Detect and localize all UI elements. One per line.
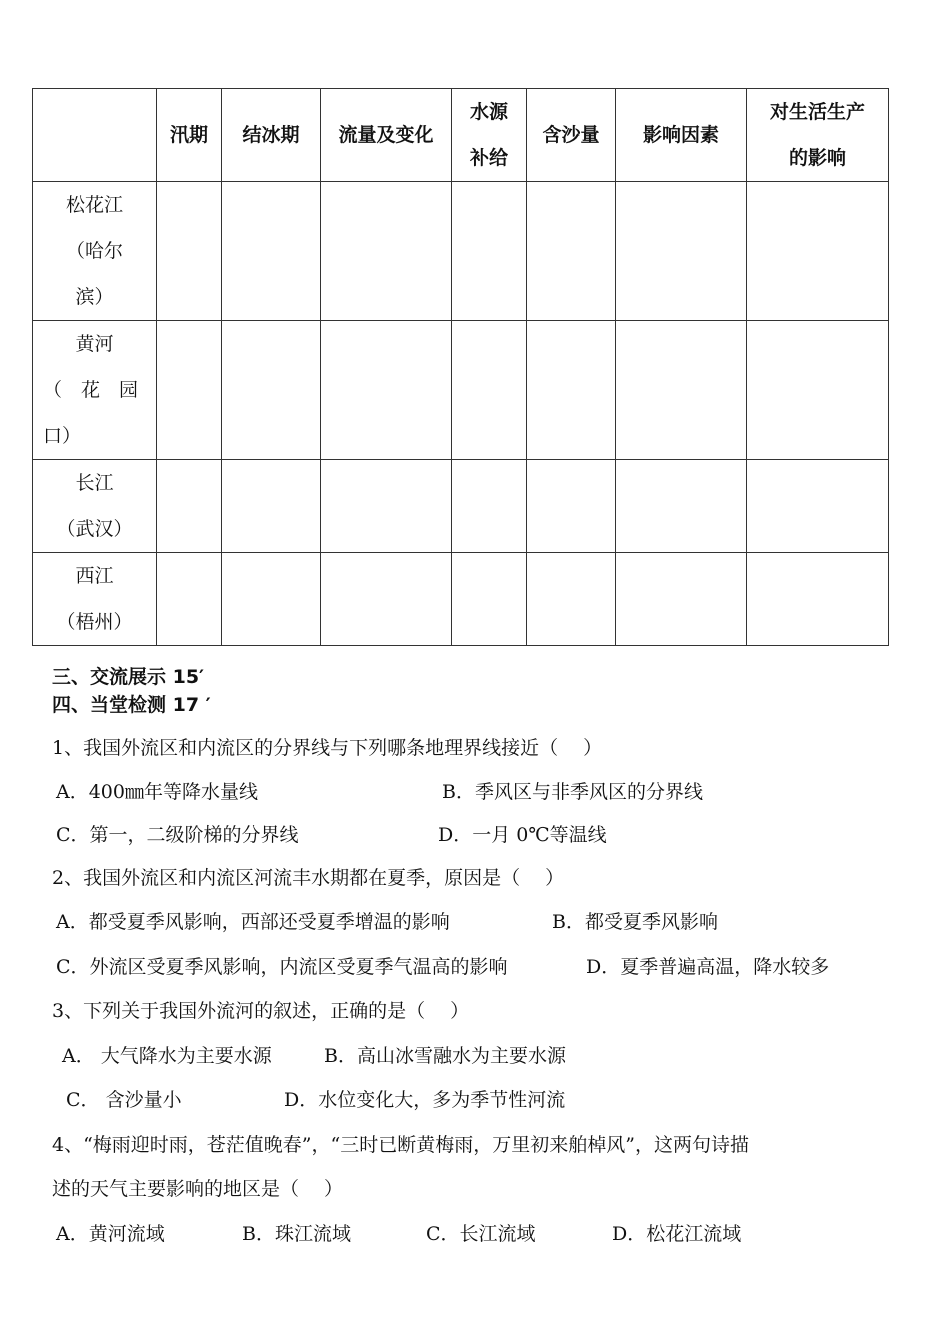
blank-cell[interactable] (616, 553, 747, 646)
header-text-line: 补给 (469, 147, 508, 169)
question-3-option-a: A． 大气降水为主要水源 (62, 1045, 272, 1067)
table-row (33, 182, 889, 321)
blank-cell[interactable] (157, 321, 222, 460)
blank-cell[interactable] (527, 460, 616, 553)
question-2-option-d: D．夏季普遍高温，降水较多 (586, 956, 830, 978)
table-header-row (33, 89, 889, 182)
blank-cell[interactable] (157, 460, 222, 553)
header-cell: 流量及变化 (321, 89, 452, 182)
blank-cell[interactable] (222, 553, 321, 646)
header-text-line: 水源 (469, 101, 508, 123)
blank-cell[interactable] (222, 321, 321, 460)
blank-cell[interactable] (452, 321, 527, 460)
blank-cell[interactable] (452, 460, 527, 553)
blank-cell[interactable] (747, 553, 889, 646)
question-2-option-b: B．都受夏季风影响 (552, 911, 718, 933)
river-comparison-table (32, 88, 889, 646)
blank-cell[interactable] (452, 553, 527, 646)
question-3-option-c: C． 含沙量小 (66, 1089, 182, 1111)
blank-cell[interactable] (616, 321, 747, 460)
blank-cell[interactable] (616, 460, 747, 553)
blank-cell[interactable] (747, 321, 889, 460)
header-cell-empty (33, 89, 157, 182)
question-3-option-d: D．水位变化大，多为季节性河流 (284, 1089, 566, 1111)
question-2-option-a: A．都受夏季风影响，西部还受夏季增温的影响 (56, 911, 450, 933)
question-3: 3、下列关于我国外流河的叙述，正确的是（ ） (52, 1000, 470, 1022)
question-4-option-b: B．珠江流域 (242, 1223, 351, 1245)
header-cell: 含沙量 (527, 89, 616, 182)
section-heading-exchange: 三、交流展示 15′ (52, 666, 205, 688)
blank-cell[interactable] (527, 321, 616, 460)
blank-cell[interactable] (616, 182, 747, 321)
blank-cell[interactable] (321, 460, 452, 553)
blank-cell[interactable] (747, 182, 889, 321)
header-impact (747, 89, 888, 181)
blank-cell[interactable] (321, 553, 452, 646)
row-label-xijiang: 西江 （梧州） (33, 553, 157, 646)
header-cell: 影响因素 (616, 89, 747, 182)
question-1-option-c: C．第一，二级阶梯的分界线 (56, 824, 299, 846)
header-cell: 结冰期 (222, 89, 321, 182)
question-3-option-b: B．高山冰雪融水为主要水源 (324, 1045, 566, 1067)
header-cell (747, 89, 889, 182)
table-row (33, 553, 889, 646)
row-label-huanghe: 黄河 （ 花 园 口） (33, 321, 157, 460)
blank-cell[interactable] (321, 182, 452, 321)
header-text-line: 对生活生产 (769, 101, 865, 123)
question-1-option-d: D．一月 0℃等温线 (438, 824, 607, 846)
header-text-line: 的影响 (788, 147, 846, 169)
question-4-option-d: D．松花江流域 (612, 1223, 742, 1245)
question-4-option-a: A．黄河流域 (56, 1223, 165, 1245)
header-cell: 汛期 (157, 89, 222, 182)
blank-cell[interactable] (527, 553, 616, 646)
blank-cell[interactable] (321, 321, 452, 460)
section-heading-test: 四、当堂检测 17 ′ (52, 694, 211, 716)
table-row (33, 321, 889, 460)
question-2-option-c: C．外流区受夏季风影响，内流区受夏季气温高的影响 (56, 956, 508, 978)
blank-cell[interactable] (527, 182, 616, 321)
question-1-option-b: B．季风区与非季风区的分界线 (442, 781, 703, 803)
header-water-source (452, 89, 526, 181)
question-1-option-a: A．400㎜年等降水量线 (56, 781, 258, 803)
blank-cell[interactable] (452, 182, 527, 321)
row-label-songhua: 松花江 （哈尔 滨） (33, 182, 157, 321)
header-cell (452, 89, 527, 182)
blank-cell[interactable] (157, 553, 222, 646)
blank-cell[interactable] (747, 460, 889, 553)
blank-cell[interactable] (222, 460, 321, 553)
question-1: 1、我国外流区和内流区的分界线与下列哪条地理界线接近（ ） (52, 737, 603, 759)
question-2: 2、我国外流区和内流区河流丰水期都在夏季，原因是（ ） (52, 867, 565, 889)
blank-cell[interactable] (222, 182, 321, 321)
question-4-line-2: 述的天气主要影响的地区是（ ） (52, 1178, 344, 1200)
question-4-option-c: C．长江流域 (426, 1223, 536, 1245)
row-label-changjiang: 长江 （武汉） (33, 460, 157, 553)
table-row (33, 460, 889, 553)
blank-cell[interactable] (157, 182, 222, 321)
question-4-line-1: 4、“梅雨迎时雨，苍茫值晚春”，“三时已断黄梅雨，万里初来舶棹风”，这两句诗描 (52, 1134, 749, 1156)
